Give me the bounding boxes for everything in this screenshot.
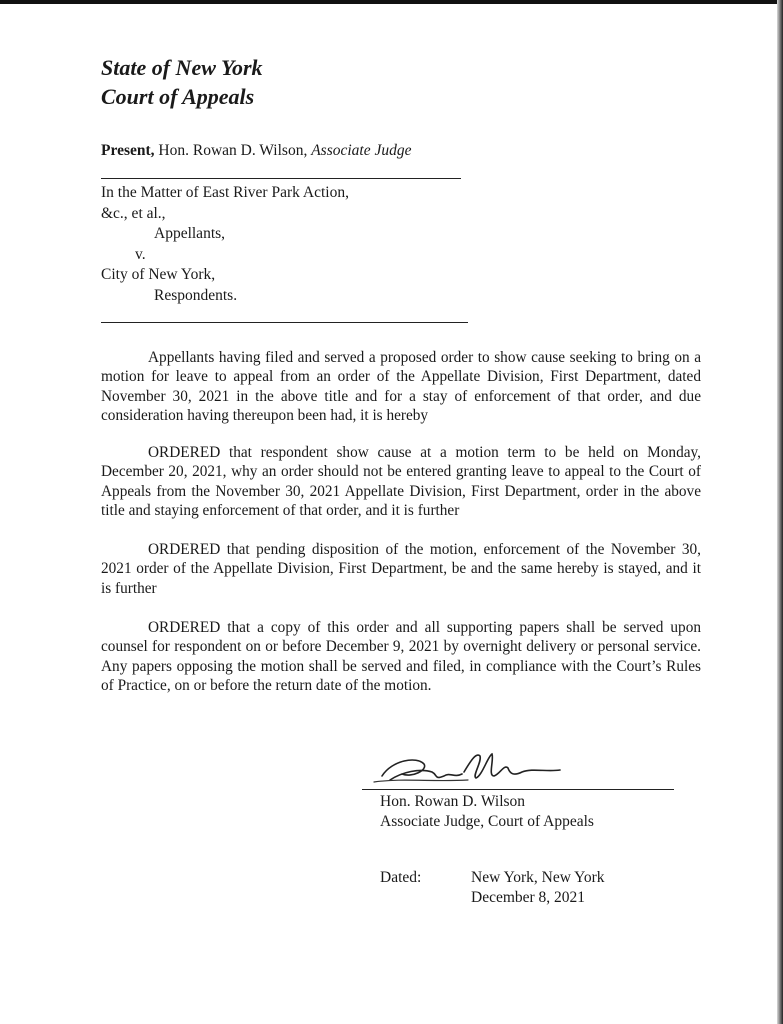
handwritten-signature (372, 742, 562, 794)
dated-details (471, 868, 605, 908)
case-caption (101, 183, 349, 306)
paragraph-text: ORDERED that pending disposition of the motion, enforcement of the November 30, 2021 order of the Appellate Division, First Department, be and the same hereby is stayed, and it is further (101, 541, 701, 597)
signer-name: Hon. Rowan D. Wilson (380, 793, 526, 810)
caption-respondent-name: City of New York, (101, 266, 216, 283)
signature-block (380, 792, 594, 832)
caption-versus: v. (135, 245, 146, 263)
caption-line-2: &c., et al., (101, 204, 166, 222)
present-role: Associate Judge (311, 142, 412, 159)
recital-paragraph (101, 348, 701, 425)
caption-bottom-rule (101, 322, 468, 323)
caption-appellants: Appellants, (154, 225, 226, 242)
present-label: Present, (101, 142, 155, 159)
caption-respondents: Respondents. (154, 286, 238, 304)
order-paragraph-2 (101, 540, 701, 598)
caption-top-rule (101, 178, 461, 179)
present-line (101, 141, 412, 161)
state-name: State of New York (101, 55, 263, 80)
scan-edge-right (777, 0, 783, 1024)
dated-date: December 8, 2021 (471, 889, 586, 906)
signer-title: Associate Judge, Court of Appeals (380, 813, 594, 830)
present-judge: Hon. Rowan D. Wilson, (158, 142, 308, 159)
paragraph-text: Appellants having filed and served a proposed order to show cause seeking to bring on a motion for leave to appeal from an order of the Appellate Division, First Department, dated November 30, 2021 in the above title and for a stay of enforcement of that order, and due consideration having thereupon been had, it is hereby (101, 349, 701, 424)
scan-edge-top (0, 0, 783, 4)
order-paragraph-1 (101, 443, 701, 520)
signature-rule (362, 789, 674, 790)
court-name: Court of Appeals (101, 84, 255, 109)
dated-label: Dated: (380, 869, 422, 886)
paragraph-text: ORDERED that a copy of this order and all supporting papers shall be served upon counsel for respondent on or before December 9, 2021 by overnight delivery or personal service. Any papers opposing the motion shall be served and filed, in compliance with the Court’s Rules of Practice, on or before the return date of the motion. (101, 619, 701, 694)
caption-line-1: In the Matter of East River Park Action, (101, 184, 349, 201)
dated-place: New York, New York (471, 869, 605, 886)
order-paragraph-3 (101, 618, 701, 695)
paragraph-text: ORDERED that respondent show cause at a motion term to be held on Monday, December 20, 2021, why an order should not be entered granting leave to appeal to the Court of Appeals from the November 30, 2021 Appellate Division, First Department, order in the above title and staying enforcement of that order, and it is further (101, 444, 701, 519)
court-heading (101, 53, 263, 111)
